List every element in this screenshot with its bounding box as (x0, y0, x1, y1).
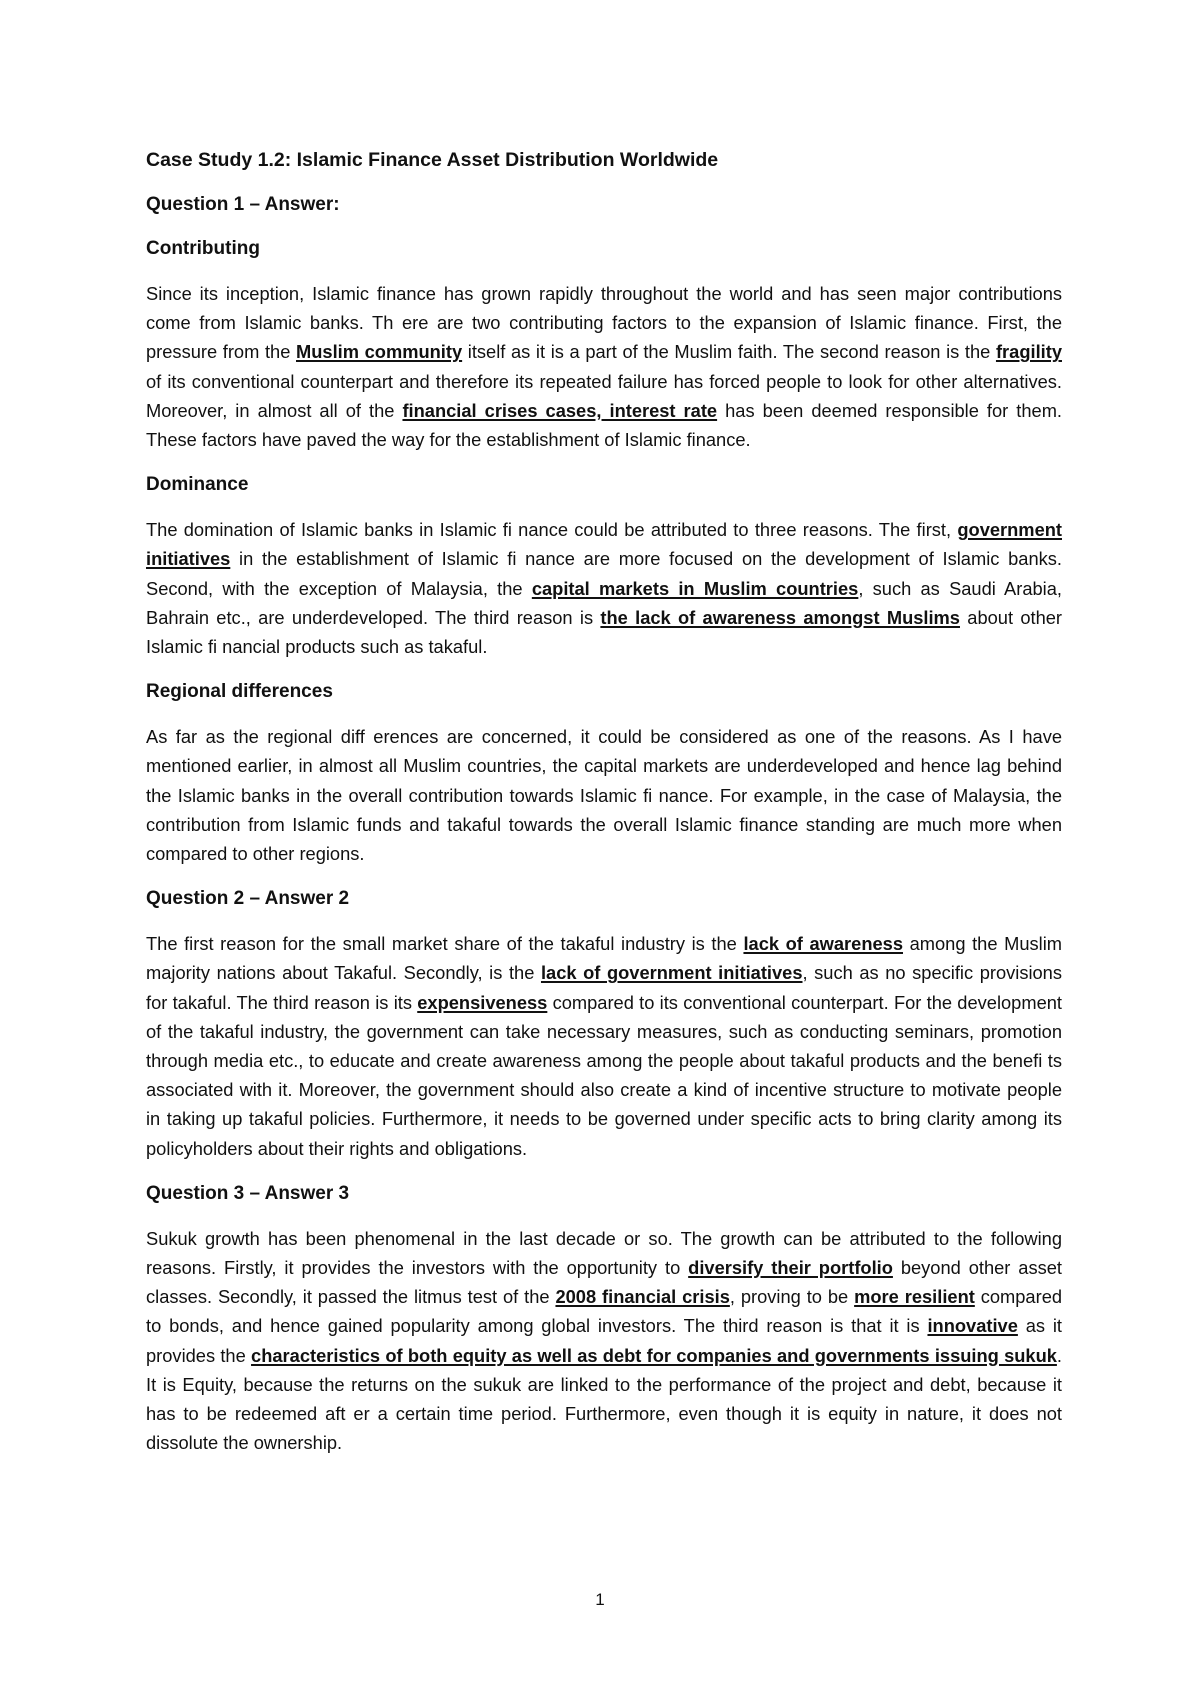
paragraph-text: beyond other asset classes. Secondly, it passed the litmus test of the (146, 1257, 1063, 1308)
paragraph (146, 722, 1062, 868)
emphasized-term: lack of awareness (743, 933, 903, 955)
section-heading: Regional differences (146, 681, 333, 703)
emphasized-term: characteristics of both equity as well as debt for companies and governments issuing sukuk (251, 1344, 1057, 1366)
emphasized-term: innovative (927, 1315, 1018, 1337)
paragraph (146, 515, 1062, 661)
emphasized-term: expensiveness (417, 991, 548, 1013)
emphasized-term: 2008 financial crisis (555, 1286, 730, 1308)
section-heading: Question 2 – Answer 2 (146, 888, 350, 910)
paragraph-text: has been deemed responsible for them. These factors have paved the way for the establishment of Islamic finance. (146, 399, 1063, 451)
paragraph-text: As far as the regional diff erences are concerned, it could be considered as one of the reasons. As I have mentioned earlier, in almost all Muslim countries, the capital markets are underdeveloped and hence lag behind the Islamic banks in the overall contribution towards Islamic fi nance. For example, in the case of Malaysia, the contribution from Islamic funds and takaful towards the overall Islamic finance standing are much more when compared to other regions. (146, 726, 1062, 865)
page-number: 1 (595, 1590, 605, 1609)
paragraph (146, 929, 1062, 1163)
emphasized-term: fragility (995, 341, 1062, 363)
emphasized-term: capital markets in Muslim countries (531, 577, 859, 599)
section-heading: Dominance (146, 474, 249, 496)
document-content (146, 191, 1062, 1458)
paragraph (146, 279, 1062, 454)
emphasized-term: government initiatives (146, 519, 1062, 570)
paragraph-text: in the establishment of Islamic fi nance are more focused on the development of Islamic banks. Second, with the exception of Malaysia, the (146, 548, 1062, 599)
paragraph-text: , such as no specific provisions for takaful. The third reason is its (146, 962, 1062, 1013)
paragraph-text: Sukuk growth has been phenomenal in the last decade or so. The growth can be attributed to the following reasons. Firstly, it provides the investors with the opportunity to (146, 1227, 1062, 1279)
paragraph-text: as it provides the (146, 1315, 1062, 1366)
paragraph-text: compared to its conventional counterpart. For the development of the takaful industry, the government can take necessary measures, such as conducting seminars, promotion through media etc., to educate and create awareness among the people about takaful products and the benefi ts associated with it. Moreover, the government should also create a kind of incentive structure to motivate people in taking up takaful policies. Furthermore, it needs to be governed under specific acts to bring clarity among its policyholders about their rights and obligations. (146, 991, 1062, 1159)
document-title: Case Study 1.2: Islamic Finance Asset Distribution Worldwide (146, 149, 719, 171)
section-heading: Question 1 – Answer: (146, 194, 340, 215)
paragraph-text: Since its inception, Islamic finance has grown rapidly throughout the world and has seen major contributions come from Islamic banks. Th ere are two contributing factors to the expansion of Islamic finance. First, the pressure from the (146, 283, 1062, 363)
emphasized-term: the lack of awareness amongst Muslims (600, 606, 960, 628)
paragraph-text: itself as it is a part of the Muslim faith. The second reason is the (462, 341, 996, 363)
paragraph-text: compared to bonds, and hence gained popularity among global investors. The third reason is that it is (146, 1286, 1063, 1337)
emphasized-term: Muslim community (296, 341, 463, 363)
emphasized-term: financial crises cases, interest rate (402, 399, 718, 421)
paragraph-text: , proving to be (729, 1286, 855, 1308)
section-heading: Contributing (146, 238, 260, 259)
emphasized-term: more resilient (854, 1286, 975, 1308)
paragraph-text: , such as Saudi Arabia, Bahrain etc., are underdeveloped. The third reason is (146, 577, 1062, 628)
paragraph-text: about other Islamic fi nancial products such as takaful. (146, 606, 1062, 658)
document-body (146, 146, 1062, 1475)
emphasized-term: lack of government initiatives (540, 962, 803, 984)
emphasized-term: diversify their portfolio (688, 1257, 893, 1279)
section-heading: Question 3 – Answer 3 (146, 1182, 350, 1204)
paragraph-text: of its conventional counterpart and therefore its repeated failure has forced people to look for other alternatives. Moreover, in almost all of the (146, 370, 1062, 421)
paragraph-text: The domination of Islamic banks in Islamic fi nance could be attributed to three reasons. The first, (146, 519, 958, 541)
paragraph-text: among the Muslim majority nations about Takaful. Secondly, is the (146, 933, 1063, 984)
paragraph-text: . It is Equity, because the returns on the sukuk are linked to the performance of the project and debt, because it has to be redeemed aft er a certain time period. Furthermore, even though it is equity in nature, it does not dissolute the ownership. (146, 1344, 1062, 1454)
paragraph (146, 1224, 1062, 1458)
paragraph-text: The first reason for the small market share of the takaful industry is the (146, 933, 744, 955)
